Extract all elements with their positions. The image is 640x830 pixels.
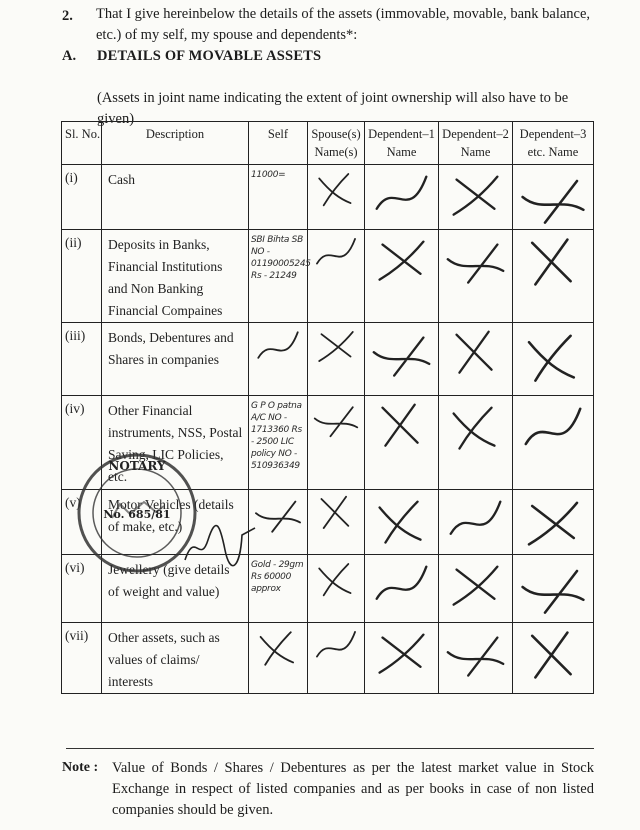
- row-dep1-cell: [365, 623, 439, 694]
- cut-off-footnote: [62, 818, 602, 830]
- cross-mark-icon: [365, 555, 438, 613]
- cross-mark-icon: [308, 623, 364, 668]
- cross-mark-icon: [513, 555, 593, 619]
- table-row: [62, 323, 594, 396]
- table-row: [62, 623, 594, 694]
- row-dep1-cell: [365, 230, 439, 323]
- row-spouse-cell: [308, 555, 365, 623]
- header-self: Self: [249, 122, 308, 165]
- row-dep3-cell: [513, 165, 594, 230]
- row-spouse-cell: [308, 623, 365, 694]
- row-self-cell: [249, 165, 308, 230]
- intro-paragraph: [96, 4, 606, 46]
- row-description: Bonds, Debentures and Shares in companies: [102, 323, 249, 396]
- row-sl-no: (iii): [62, 323, 102, 396]
- row-description: Deposits in Banks, Financial Institutions and Non Banking Financial Compaines: [102, 230, 249, 323]
- row-dep3-cell: [513, 623, 594, 694]
- row-sl-no: (i): [62, 165, 102, 230]
- cross-mark-icon: [439, 396, 512, 454]
- cross-mark-icon: [308, 323, 364, 368]
- row-dep3-cell: [513, 490, 594, 555]
- row-description: Other Financial instruments, NSS, Postal Saving, LIC Policies, etc.: [102, 396, 249, 490]
- row-self-cell: [249, 323, 308, 396]
- row-description: Motor Vehicles (details of make, etc.): [102, 490, 249, 555]
- cross-mark-icon: [365, 165, 438, 223]
- intro-text: That I give hereinbelow the details of the assets (immovable, movable, bank balance, etc.) of my self, my spouse and dependents*:: [96, 6, 591, 43]
- row-dep2-cell: [439, 555, 513, 623]
- row-sl-no: (ii): [62, 230, 102, 323]
- cross-mark-icon: [439, 555, 512, 613]
- cross-mark-icon: [365, 323, 438, 381]
- cross-mark-icon: [249, 623, 307, 669]
- row-dep3-cell: [513, 230, 594, 323]
- cross-mark-icon: [365, 396, 438, 454]
- row-dep1-cell: [365, 323, 439, 396]
- row-spouse-cell: [308, 230, 365, 323]
- header-dep1: Dependent–1 Name: [365, 122, 439, 165]
- cross-mark-icon: [365, 230, 438, 288]
- row-dep1-cell: [365, 396, 439, 490]
- row-description: Cash: [102, 165, 249, 230]
- row-sl-no: (vii): [62, 623, 102, 694]
- table-row: [62, 230, 594, 323]
- row-dep2-cell: [439, 490, 513, 555]
- row-dep2-cell: [439, 623, 513, 694]
- seal-number: No. 685/81: [103, 508, 171, 521]
- row-dep2-cell: [439, 323, 513, 396]
- section-letter: A.: [62, 48, 77, 64]
- row-dep3-cell: [513, 396, 594, 490]
- row-dep2-cell: [439, 396, 513, 490]
- row-sl-no: (vi): [62, 555, 102, 623]
- note-text: Value of Bonds / Shares / Debentures as per the latest market value in Stock Exchange in respect of listed companies and as per books in case of non listed companies should be given.: [112, 760, 594, 818]
- row-description: Other assets, such as values of claims/ interests: [102, 623, 249, 694]
- handwritten-entry: SBI Bihta SB NO - 01190005245 Rs - 21249: [251, 235, 311, 281]
- row-dep1-cell: [365, 555, 439, 623]
- row-self-cell: [249, 623, 308, 694]
- cross-mark-icon: [308, 555, 364, 600]
- row-dep2-cell: [439, 165, 513, 230]
- row-spouse-cell: [308, 323, 365, 396]
- cross-mark-icon: [308, 230, 364, 275]
- cross-mark-icon: [439, 623, 512, 681]
- section-title: DETAILS OF MOVABLE ASSETS: [97, 48, 322, 64]
- handwritten-entry: 11000=: [251, 170, 286, 180]
- row-dep1-cell: [365, 490, 439, 555]
- cross-mark-icon: [308, 490, 364, 535]
- header-dep2: Dependent–2 Name: [439, 122, 513, 165]
- header-description: Description: [102, 122, 249, 165]
- cross-mark-icon: [513, 165, 593, 229]
- header-sl: Sl. No.: [62, 122, 102, 165]
- handwritten-entry: Gold - 29gm Rs 60000 approx: [251, 560, 304, 594]
- section-number: 2.: [62, 8, 73, 24]
- header-spouse: Spouse(s) Name(s): [308, 122, 365, 165]
- row-spouse-cell: [308, 396, 365, 490]
- cross-mark-icon: [513, 490, 593, 554]
- cross-mark-icon: [365, 623, 438, 681]
- cross-mark-icon: [308, 165, 364, 210]
- row-sl-no: (iv): [62, 396, 102, 490]
- row-sl-no: (v): [62, 490, 102, 555]
- row-description: Jewellery (give details of weight and value): [102, 555, 249, 623]
- row-dep3-cell: [513, 323, 594, 396]
- seal-title: NOTARY: [108, 459, 166, 473]
- row-spouse-cell: [308, 490, 365, 555]
- cross-mark-icon: [513, 623, 593, 687]
- section-note-text: (Assets in joint name indicating the extent of joint ownership will also have to be given): [97, 90, 569, 127]
- cross-mark-icon: [308, 396, 364, 441]
- handwritten-entry: G P O patna A/C NO - 1713360 Rs - 2500 LIC policy NO - 510936349: [251, 401, 302, 471]
- cross-mark-icon: [513, 396, 593, 460]
- cross-mark-icon: [513, 323, 593, 387]
- cross-mark-icon: [365, 490, 438, 548]
- row-dep2-cell: [439, 230, 513, 323]
- table-row: [62, 165, 594, 230]
- cross-mark-icon: [249, 323, 307, 369]
- row-spouse-cell: [308, 165, 365, 230]
- cross-mark-icon: [439, 490, 512, 548]
- note-label: Note :: [62, 760, 99, 775]
- row-self-cell: [249, 230, 311, 323]
- assets-table: [61, 121, 594, 694]
- note-divider: [66, 748, 594, 749]
- row-self-cell: [249, 396, 308, 490]
- row-dep1-cell: [365, 165, 439, 230]
- cross-mark-icon: [513, 230, 593, 294]
- header-dep3: Dependent–3 etc. Name: [513, 122, 594, 165]
- cross-mark-icon: [439, 165, 512, 223]
- signature-scribble: [180, 520, 260, 572]
- table-header-row: [62, 122, 594, 165]
- cross-mark-icon: [439, 230, 512, 288]
- row-dep3-cell: [513, 555, 594, 623]
- cross-mark-icon: [439, 323, 512, 381]
